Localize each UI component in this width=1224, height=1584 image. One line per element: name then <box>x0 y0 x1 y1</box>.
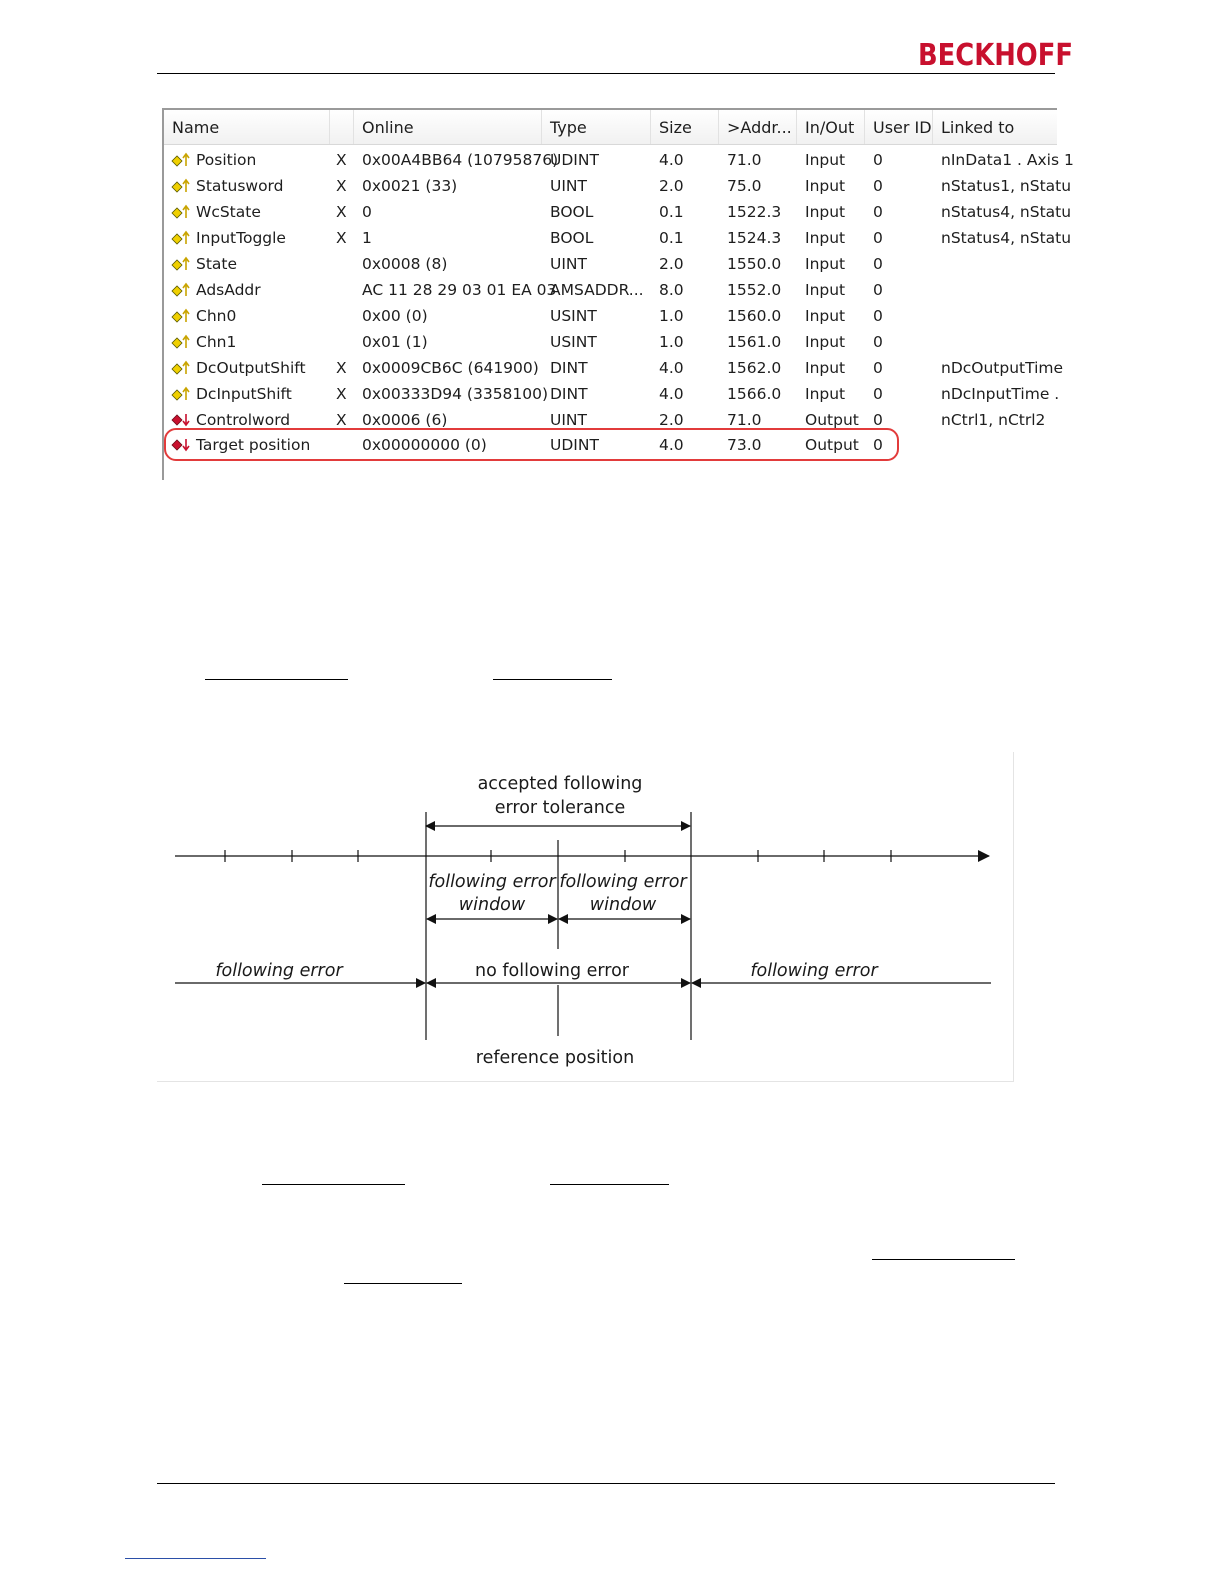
cell-linked: nCtrl1, nCtrl2 <box>941 411 1046 429</box>
cell-addr: 73.0 <box>727 436 762 454</box>
cell-inout: Input <box>805 203 846 221</box>
column-header-userid[interactable]: User ID <box>865 110 933 144</box>
input-var-icon <box>171 230 191 246</box>
cell-linked-flag: X <box>336 385 347 403</box>
cell-userid: 0 <box>873 229 883 247</box>
input-var-icon <box>171 308 191 324</box>
cell-linked-flag: X <box>336 203 347 221</box>
top-label-line2: error tolerance <box>494 798 626 818</box>
cell-type: BOOL <box>550 229 594 247</box>
cell-name: Position <box>196 151 257 169</box>
link-underline[interactable] <box>493 679 612 680</box>
cell-inout: Output <box>805 411 859 429</box>
cell-online: 0x00333D94 (3358100) <box>362 385 549 403</box>
variable-table <box>162 108 1074 480</box>
cell-userid: 0 <box>873 385 883 403</box>
input-var-icon <box>171 334 191 350</box>
cell-linked: nInData1 . Axis 1 <box>941 151 1074 169</box>
cell-addr: 1522.3 <box>727 203 782 221</box>
table-row[interactable] <box>164 251 1057 277</box>
cell-online: 0x0006 (6) <box>362 411 448 429</box>
link-underline[interactable] <box>872 1259 1015 1260</box>
cell-userid: 0 <box>873 151 883 169</box>
cell-inout: Input <box>805 359 846 377</box>
input-var-icon <box>171 152 191 168</box>
cell-type: AMSADDR... <box>550 281 644 299</box>
left-zone-label: following error <box>215 961 343 981</box>
input-var-icon <box>171 256 191 272</box>
highlight-target-position <box>164 428 899 461</box>
footer-link-underline[interactable] <box>125 1558 266 1559</box>
cell-userid: 0 <box>873 411 883 429</box>
cell-online: AC 11 28 29 03 01 EA 03 <box>362 281 557 299</box>
cell-size: 2.0 <box>659 411 684 429</box>
cell-type: UINT <box>550 177 587 195</box>
link-underline[interactable] <box>550 1184 669 1185</box>
cell-linked: nStatus4, nStatu <box>941 203 1072 221</box>
following-error-diagram <box>157 752 1014 1082</box>
cell-name: Controlword <box>196 411 291 429</box>
cell-size: 4.0 <box>659 151 684 169</box>
cell-addr: 1550.0 <box>727 255 782 273</box>
column-header-name[interactable]: Name <box>164 110 330 144</box>
cell-userid: 0 <box>873 281 883 299</box>
window-right-line2: window <box>589 895 657 915</box>
cell-size: 2.0 <box>659 177 684 195</box>
cell-linked: nDcInputTime . <box>941 385 1060 403</box>
column-header-blank <box>330 110 354 144</box>
table-row[interactable] <box>164 173 1072 199</box>
window-right-line1: following error <box>559 872 687 892</box>
cell-inout: Input <box>805 281 846 299</box>
cell-addr: 1560.0 <box>727 307 782 325</box>
cell-inout: Input <box>805 307 846 325</box>
cell-online: 0x0009CB6C (641900) <box>362 359 539 377</box>
input-var-icon <box>171 386 191 402</box>
cell-type: UINT <box>550 255 587 273</box>
column-header-addr[interactable]: >Addr... <box>719 110 797 144</box>
cell-online: 0 <box>362 203 372 221</box>
cell-linked-flag: X <box>336 411 347 429</box>
cell-name: State <box>196 255 238 273</box>
cell-inout: Input <box>805 229 846 247</box>
cell-size: 0.1 <box>659 229 684 247</box>
cell-userid: 0 <box>873 255 883 273</box>
table-row[interactable] <box>164 147 1074 173</box>
beckhoff-logo: BECKHOFF <box>918 38 1074 73</box>
input-var-icon <box>171 360 191 376</box>
cell-inout: Input <box>805 385 846 403</box>
table-row[interactable] <box>164 329 1057 355</box>
cell-linked-flag: X <box>336 177 347 195</box>
table-header <box>164 110 1057 145</box>
cell-linked: nStatus4, nStatu <box>941 229 1072 247</box>
input-var-icon <box>171 204 191 220</box>
column-header-linked[interactable]: Linked to <box>941 118 1015 137</box>
top-label-line1: accepted following <box>477 774 643 794</box>
column-header-type[interactable]: Type <box>542 110 651 144</box>
cell-type: USINT <box>550 333 597 351</box>
cell-addr: 1562.0 <box>727 359 782 377</box>
cell-online: 0x0008 (8) <box>362 255 448 273</box>
cell-online: 0x00 (0) <box>362 307 428 325</box>
header-rule <box>157 73 1055 74</box>
cell-name: Target position <box>196 436 311 454</box>
window-left-line2: window <box>458 895 526 915</box>
cell-name: InputToggle <box>196 229 286 247</box>
table-row[interactable] <box>164 355 1064 381</box>
window-left-line1: following error <box>428 872 556 892</box>
table-row[interactable] <box>164 303 1057 329</box>
cell-name: DcInputShift <box>196 385 292 403</box>
cell-linked-flag: X <box>336 359 347 377</box>
cell-inout: Input <box>805 177 846 195</box>
link-underline[interactable] <box>344 1283 462 1284</box>
cell-type: USINT <box>550 307 597 325</box>
table-row[interactable] <box>164 199 1072 225</box>
right-zone-label: following error <box>750 961 878 981</box>
table-row[interactable] <box>164 381 1060 407</box>
cell-size: 0.1 <box>659 203 684 221</box>
cell-type: DINT <box>550 385 588 403</box>
cell-inout: Output <box>805 436 859 454</box>
cell-addr: 1566.0 <box>727 385 782 403</box>
cell-addr: 1552.0 <box>727 281 782 299</box>
cell-type: DINT <box>550 359 588 377</box>
cell-linked: nDcOutputTime <box>941 359 1064 377</box>
cell-size: 4.0 <box>659 385 684 403</box>
cell-type: BOOL <box>550 203 594 221</box>
input-var-icon <box>171 178 191 194</box>
output-var-icon <box>171 412 191 428</box>
cell-inout: Input <box>805 151 846 169</box>
cell-addr: 1561.0 <box>727 333 782 351</box>
cell-type: UDINT <box>550 151 599 169</box>
footer-rule <box>157 1483 1055 1484</box>
cell-linked-flag: X <box>336 151 347 169</box>
cell-online: 0x0021 (33) <box>362 177 458 195</box>
cell-size: 1.0 <box>659 307 684 325</box>
cell-online: 0x01 (1) <box>362 333 428 351</box>
cell-inout: Input <box>805 255 846 273</box>
cell-userid: 0 <box>873 333 883 351</box>
cell-name: AdsAddr <box>196 281 261 299</box>
cell-size: 4.0 <box>659 359 684 377</box>
cell-online: 0x00A4BB64 (10795876) <box>362 151 559 169</box>
input-var-icon <box>171 282 191 298</box>
cell-size: 1.0 <box>659 333 684 351</box>
cell-userid: 0 <box>873 359 883 377</box>
cell-addr: 1524.3 <box>727 229 782 247</box>
cell-online: 0x00000000 (0) <box>362 436 487 454</box>
cell-size: 4.0 <box>659 436 684 454</box>
cell-name: WcState <box>196 203 261 221</box>
reference-position-label: reference position <box>475 1048 635 1068</box>
cell-addr: 71.0 <box>727 411 762 429</box>
cell-size: 8.0 <box>659 281 684 299</box>
cell-name: Chn0 <box>196 307 237 325</box>
cell-userid: 0 <box>873 436 883 454</box>
cell-online: 1 <box>362 229 372 247</box>
cell-userid: 0 <box>873 203 883 221</box>
cell-addr: 71.0 <box>727 151 762 169</box>
cell-inout: Input <box>805 333 846 351</box>
cell-name: DcOutputShift <box>196 359 306 377</box>
link-underline[interactable] <box>262 1184 405 1185</box>
column-header-size[interactable]: Size <box>651 110 719 144</box>
column-header-online[interactable]: Online <box>354 110 542 144</box>
cell-addr: 75.0 <box>727 177 762 195</box>
center-zone-label: no following error <box>475 961 629 981</box>
cell-name: Statusword <box>196 177 284 195</box>
cell-type: UDINT <box>550 436 599 454</box>
table-row[interactable] <box>164 277 1057 303</box>
cell-size: 2.0 <box>659 255 684 273</box>
cell-userid: 0 <box>873 177 883 195</box>
column-header-inout[interactable]: In/Out <box>797 110 865 144</box>
cell-linked-flag: X <box>336 229 347 247</box>
cell-userid: 0 <box>873 307 883 325</box>
cell-type: UINT <box>550 411 587 429</box>
cell-linked: nStatus1, nStatu <box>941 177 1072 195</box>
link-underline[interactable] <box>205 679 348 680</box>
table-row[interactable] <box>164 225 1072 251</box>
cell-name: Chn1 <box>196 333 237 351</box>
